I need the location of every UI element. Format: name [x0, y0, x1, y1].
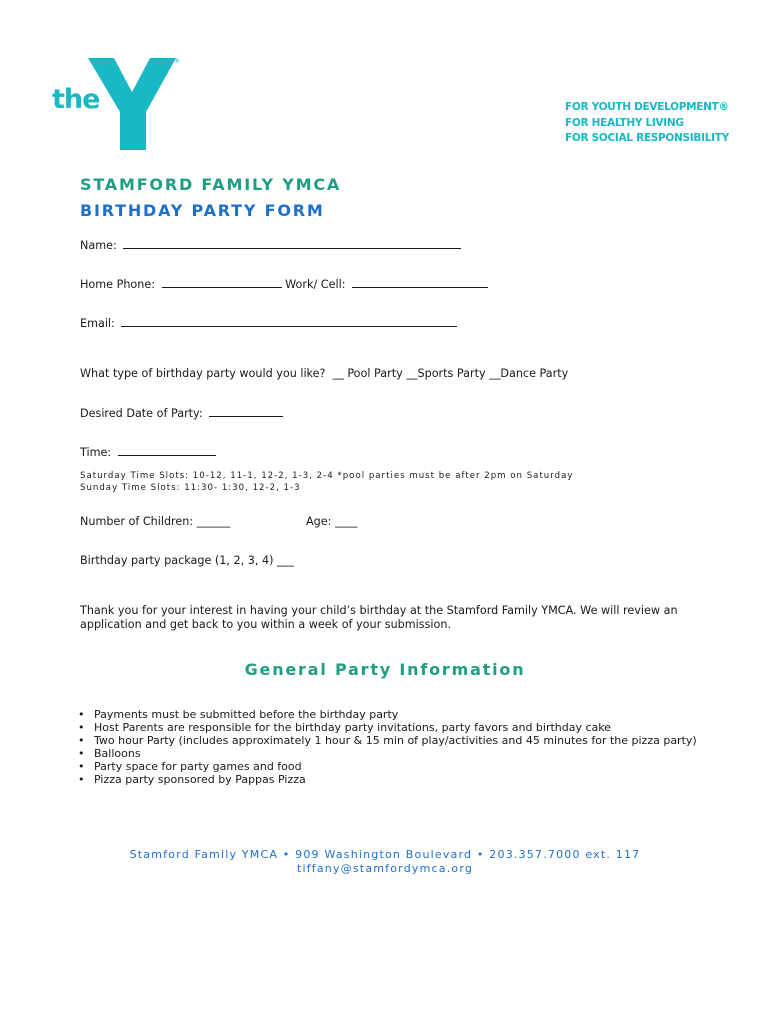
time-blank[interactable]: [118, 445, 216, 456]
logo-ymca-text: YMCA: [146, 118, 169, 146]
children-label: Number of Children:: [80, 515, 194, 528]
ymca-y-logo-icon: [86, 54, 182, 154]
children-row: [80, 515, 230, 528]
email-field-row: [80, 316, 457, 330]
thank-you-message: [80, 604, 678, 632]
phone-field-row: [80, 277, 488, 291]
thank-you-line-2: application and get back to you within a week of your submission.: [80, 618, 452, 631]
tagline-line-2: FOR HEALTHY LIVING: [565, 116, 684, 129]
list-item: • Pizza party sponsored by Pappas Pizza: [78, 773, 697, 786]
general-info-heading: General Party Information: [244, 660, 526, 679]
email-label: Email:: [80, 317, 115, 330]
party-option-sports[interactable]: __Sports Party: [406, 367, 486, 380]
logo-the-text: the: [52, 84, 100, 115]
work-cell-blank[interactable]: [352, 277, 488, 288]
general-info-list: [78, 708, 697, 786]
time-row: [80, 445, 216, 459]
time-label: Time:: [80, 446, 112, 459]
package-label: Birthday party package (1, 2, 3, 4): [80, 554, 274, 567]
email-blank[interactable]: [121, 316, 457, 327]
sunday-slots: Sunday Time Slots: 11:30- 1:30, 12-2, 1-3: [80, 483, 301, 493]
tagline: [565, 100, 729, 147]
list-item: • Party space for party games and food: [78, 760, 697, 773]
list-item: • Payments must be submitted before the birthday party: [78, 708, 697, 721]
party-option-dance[interactable]: __Dance Party: [489, 367, 569, 380]
name-label: Name:: [80, 239, 117, 252]
name-field-row: [80, 238, 461, 252]
children-blank[interactable]: ______: [196, 515, 231, 528]
home-phone-label: Home Phone:: [80, 278, 156, 291]
footer-address: Stamford Family YMCA • 909 Washington Boulevard • 203.357.7000 ext. 117: [129, 848, 641, 861]
work-cell-label: Work/ Cell:: [285, 278, 346, 291]
age-label: Age:: [306, 515, 332, 528]
form-title: BIRTHDAY PARTY FORM: [80, 201, 325, 220]
age-row: [306, 515, 357, 528]
org-title: STAMFORD FAMILY YMCA: [80, 175, 342, 194]
package-row: [80, 554, 294, 567]
tagline-line-3: FOR SOCIAL RESPONSIBILITY: [565, 132, 729, 144]
party-option-pool[interactable]: __ Pool Party: [332, 367, 403, 380]
logo-registered-mark: ®: [174, 58, 180, 65]
package-blank[interactable]: ___: [277, 554, 294, 567]
name-blank[interactable]: [123, 238, 461, 249]
time-slots: [80, 470, 573, 494]
home-phone-blank[interactable]: [162, 277, 282, 288]
thank-you-line-1: Thank you for your interest in having your child’s birthday at the Stamford Family YMCA. We will review an: [80, 604, 678, 617]
desired-date-label: Desired Date of Party:: [80, 407, 203, 420]
party-type-row: [80, 367, 568, 380]
footer-email-link[interactable]: tiffany@stamfordymca.org: [296, 862, 474, 875]
age-blank[interactable]: ____: [334, 515, 358, 528]
desired-date-blank[interactable]: [209, 406, 283, 417]
desired-date-row: [80, 406, 283, 420]
tagline-line-1: FOR YOUTH DEVELOPMENT®: [565, 101, 729, 113]
footer-contact: [0, 848, 770, 876]
ymca-logo: [52, 54, 182, 154]
list-item: • Host Parents are responsible for the birthday party invitations, party favors and birthday cake: [78, 721, 697, 734]
party-type-question: What type of birthday party would you like?: [80, 367, 326, 380]
saturday-slots: Saturday Time Slots: 10-12, 11-1, 12-2, 1-3, 2-4 *pool parties must be after 2pm on Saturday: [80, 471, 574, 481]
list-item: • Balloons: [78, 747, 697, 760]
list-item: • Two hour Party (includes approximately 1 hour & 15 min of play/activities and 45 minutes for the pizza party): [78, 734, 697, 747]
